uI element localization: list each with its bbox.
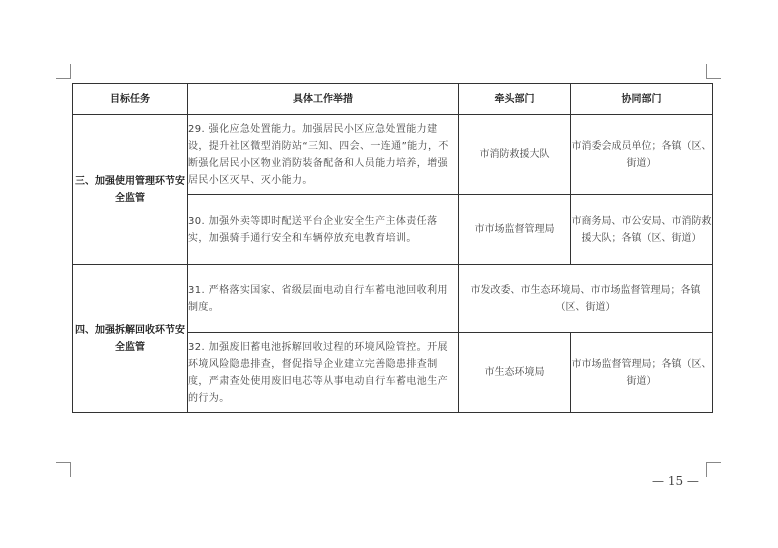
- merged-departments-cell: 市发改委、市生态环境局、市市场监督管理局；各镇（区、街道）: [459, 265, 713, 333]
- crop-mark-top-left: [56, 64, 71, 79]
- page-number: — 15 —: [652, 474, 699, 488]
- cooperating-departments-cell: 市市场监督管理局；各镇（区、街道）: [571, 333, 713, 413]
- measure-cell: 30. 加强外卖等即时配送平台企业安全生产主体责任落实，加强骑手通行安全和车辆停放充电教育培训。: [188, 195, 459, 265]
- crop-mark-top-right: [706, 64, 721, 79]
- header-specific-measures: 具体工作举措: [188, 84, 459, 115]
- target-task-cell: 三、加强使用管理环节安全监管: [73, 115, 188, 265]
- work-measures-table: [72, 83, 713, 413]
- table-row: [73, 265, 713, 333]
- header-cooperating-departments: 协同部门: [571, 84, 713, 115]
- crop-mark-bottom-right: [706, 462, 721, 477]
- lead-department-cell: 市消防救援大队: [459, 115, 571, 195]
- header-target-task: 目标任务: [73, 84, 188, 115]
- cooperating-departments-cell: 市消委会成员单位；各镇（区、街道）: [571, 115, 713, 195]
- header-lead-department: 牵头部门: [459, 84, 571, 115]
- crop-mark-bottom-left: [56, 462, 71, 477]
- measure-cell: 32. 加强废旧蓄电池拆解回收过程的环境风险管控。开展环境风险隐患排查，督促指导企业建立完善隐患排查制度，严肃查处使用废旧电芯等从事电动自行车蓄电池生产的行为。: [188, 333, 459, 413]
- target-task-cell: 四、加强拆解回收环节安全监管: [73, 265, 188, 413]
- lead-department-cell: 市市场监督管理局: [459, 195, 571, 265]
- cooperating-departments-cell: 市商务局、市公安局、市消防救援大队；各镇（区、街道）: [571, 195, 713, 265]
- table-row: [73, 115, 713, 195]
- table-header-row: [73, 84, 713, 115]
- measure-cell: 31. 严格落实国家、省级层面电动自行车蓄电池回收利用制度。: [188, 265, 459, 333]
- lead-department-cell: 市生态环境局: [459, 333, 571, 413]
- measure-cell: 29. 强化应急处置能力。加强居民小区应急处置能力建设，提升社区微型消防站“三知、四会、一连通”能力，不断强化居民小区物业消防装备配备和人员能力培养，增强居民小区灭早、灭小能力。: [188, 115, 459, 195]
